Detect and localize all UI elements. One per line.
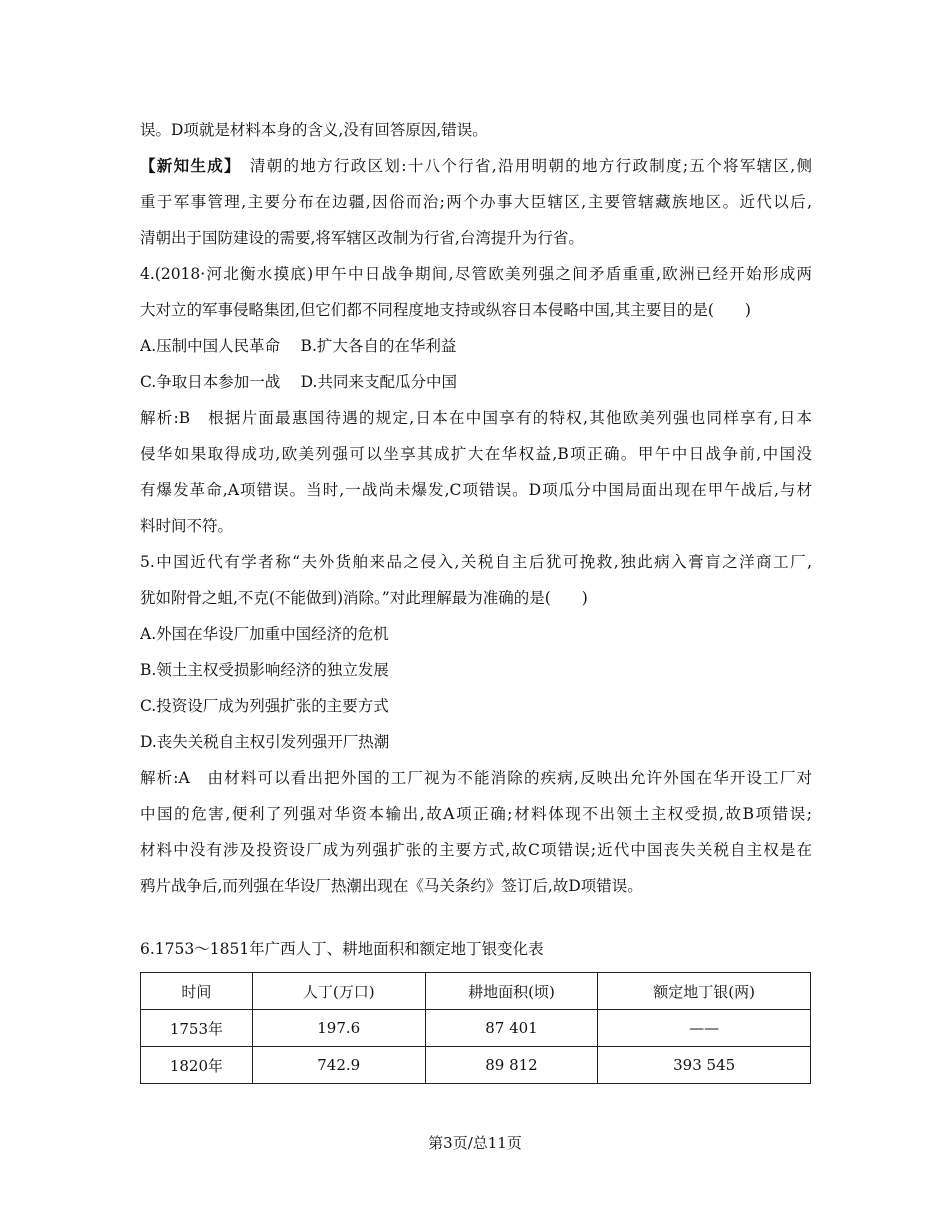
new-knowledge-label: 【新知生成】 bbox=[140, 156, 234, 175]
question-4-options: A.压制中国人民革命 B.扩大各自的在华利益 bbox=[140, 337, 457, 355]
table-header-row bbox=[141, 973, 811, 1010]
text-line: 重于军事管理,主要分布在边疆,因俗而治;两个办事大臣辖区,主要管辖藏族地区。近代以后, bbox=[140, 193, 812, 211]
table-cell: 89 812 bbox=[425, 1047, 598, 1084]
table-header-cell: 耕地面积(顷) bbox=[425, 973, 598, 1010]
question-5-analysis: 材料中没有涉及投资设厂成为列强扩张的主要方式,故C项错误;近代中国丧失关税自主权是在 bbox=[140, 841, 812, 859]
table-cell: —— bbox=[598, 1010, 811, 1047]
question-5-analysis: 中国的危害,便利了列强对华资本输出,故A项正确;材料体现不出领土主权受损,故B项错误; bbox=[140, 805, 812, 823]
question-4-options: C.争取日本参加一战 D.共同来支配瓜分中国 bbox=[140, 373, 457, 391]
question-5-option-d: D.丧失关税自主权引发列强开厂热潮 bbox=[140, 733, 390, 751]
question-5-option-a: A.外国在华设厂加重中国经济的危机 bbox=[140, 625, 389, 643]
table-cell: 393 545 bbox=[598, 1047, 811, 1084]
table-header-cell: 时间 bbox=[141, 973, 253, 1010]
table-cell: 197.6 bbox=[252, 1010, 425, 1047]
table-row bbox=[141, 1047, 811, 1084]
question-4-analysis: 解析:B 根据片面最惠国待遇的规定,日本在中国享有的特权,其他欧美列强也同样享有,日本 bbox=[140, 409, 812, 427]
data-table bbox=[140, 972, 811, 1084]
table-cell: 1753年 bbox=[141, 1010, 253, 1047]
question-4-analysis: 侵华如果取得成功,欧美列强可以坐享其成扩大在华权益,B项正确。甲午中日战争前,中国没 bbox=[140, 445, 812, 463]
question-5-stem: 5.中国近代有学者称“夫外货舶来品之侵入,关税自主后犹可挽救,独此病入膏肓之洋商工厂, bbox=[140, 553, 812, 571]
question-4-analysis: 料时间不符。 bbox=[140, 517, 234, 535]
table-header-cell: 额定地丁银(两) bbox=[598, 973, 811, 1010]
question-5-stem: 犹如附骨之蛆,不克(不能做到)消除。”对此理解最为准确的是( ) bbox=[140, 589, 588, 607]
question-5-option-c: C.投资设厂成为列强扩张的主要方式 bbox=[140, 697, 389, 715]
question-6-title: 6.1753～1851年广西人丁、耕地面积和额定地丁银变化表 bbox=[140, 940, 544, 958]
table-cell: 742.9 bbox=[252, 1047, 425, 1084]
table-row bbox=[141, 1010, 811, 1047]
page-number: 第3页/总11页 bbox=[428, 1134, 522, 1152]
new-knowledge-paragraph bbox=[140, 155, 812, 177]
table-cell: 87 401 bbox=[425, 1010, 598, 1047]
question-4-stem: 4.(2018·河北衡水摸底)甲午中日战争期间,尽管欧美列强之间矛盾重重,欧洲已经开始形成两 bbox=[140, 265, 812, 283]
table-cell: 1820年 bbox=[141, 1047, 253, 1084]
question-5-analysis: 鸦片战争后,而列强在华设厂热潮出现在《马关条约》签订后,故D项错误。 bbox=[140, 877, 643, 895]
text-line: 清朝出于国防建设的需要,将军辖区改制为行省,台湾提升为行省。 bbox=[140, 229, 584, 247]
question-5-analysis: 解析:A 由材料可以看出把外国的工厂视为不能消除的疾病,反映出允许外国在华开设工厂对 bbox=[140, 769, 812, 787]
question-4-stem: 大对立的军事侵略集团,但它们都不同程度地支持或纵容日本侵略中国,其主要目的是( ) bbox=[140, 301, 751, 319]
text-line: 清朝的地方行政区划:十八个行省,沿用明朝的地方行政制度;五个将军辖区,侧 bbox=[249, 157, 812, 175]
text-line: 误。D项就是材料本身的含义,没有回答原因,错误。 bbox=[140, 121, 488, 139]
question-5-option-b: B.领土主权受损影响经济的独立发展 bbox=[140, 661, 389, 679]
question-4-analysis: 有爆发革命,A项错误。当时,一战尚未爆发,C项错误。D项瓜分中国局面出现在甲午战后,与材 bbox=[140, 481, 812, 499]
table-header-cell: 人丁(万口) bbox=[252, 973, 425, 1010]
